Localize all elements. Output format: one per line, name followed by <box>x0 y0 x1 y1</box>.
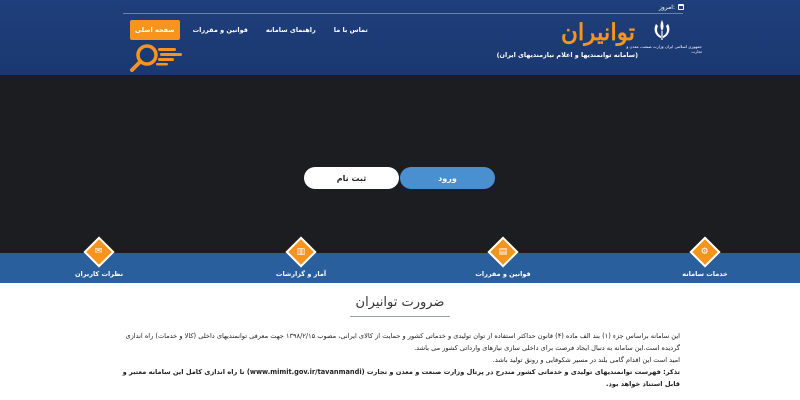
section-title: ضرورت توانیران <box>355 295 445 310</box>
search-magnifier-logo-icon <box>128 42 184 72</box>
service-label: آمار و گزارشات <box>275 270 327 278</box>
document-icon: ▤ <box>487 236 518 267</box>
services-bar <box>0 246 800 283</box>
today-date <box>659 2 684 12</box>
title-underline <box>350 316 450 317</box>
login-button[interactable]: ورود <box>400 167 495 189</box>
nav-guide[interactable]: راهنمای سامانه <box>265 26 316 34</box>
paragraph-note: تذکر: فهرست توانمندیهای تولیدی و خدماتی کشور مندرج در پرتال وزارت صنعت و معدن و تجارت (www.mimit.gov.ir/tavanmandi) تا راه اندازی کامل این سامانه معتبر و قابل استناد خواهد بود. <box>122 368 680 388</box>
service-system-services[interactable] <box>660 241 750 278</box>
government-text: جمهوری اسلامی ایران وزارت صنعت، معدن و تجارت <box>626 44 702 54</box>
site-logo-subtitle: (سامانه توانمندیها و اعلام نیازمندیهای ایران) <box>496 51 638 59</box>
site-header <box>0 0 800 75</box>
service-label: قوانین و مقررات <box>475 270 531 278</box>
service-label: خدمات سامانه <box>682 270 728 278</box>
site-logo-title[interactable]: توانیران <box>561 19 635 46</box>
nav-contact[interactable]: تماس با ما <box>333 26 368 34</box>
paragraph-intro: این سامانه براساس جزء (۱) بند الف ماده (۴) قانون حداکثر استفاده از توان تولیدی و خدماتی کشور و حمایت از کالای ایرانی، مصوب ۱۳۹۸/۲/۱۵ جهت معرفی توانمندیهای داخلی (کالا و خدمات) راه اندازی گردیده است.این سامانه به دنبال ایجاد فرصت برای داخلی سازی نیازهای وارداتی کشور می باشد. <box>125 332 680 352</box>
main-nav <box>130 20 373 40</box>
iran-emblem-icon <box>652 19 672 41</box>
header-divider <box>123 13 683 14</box>
nav-home[interactable]: صفحه اصلی <box>130 20 180 40</box>
service-statistics[interactable] <box>256 241 346 278</box>
chat-hand-icon: ✉ <box>83 236 114 267</box>
main-content <box>0 283 800 400</box>
hero-banner <box>0 75 800 253</box>
chart-icon: ▥ <box>285 236 316 267</box>
calendar-icon <box>678 4 684 10</box>
register-button[interactable]: ثبت نام <box>304 167 399 189</box>
service-label: نظرات کاربران <box>74 270 124 278</box>
paragraph-hope: امید است این اقدام گامی بلند در مسیر شکوفایی و رونق تولید باشد. <box>492 356 680 364</box>
nav-rules[interactable]: قوانین و مقررات <box>192 26 248 34</box>
today-label: امروز: <box>658 3 675 11</box>
section-body <box>120 330 680 390</box>
service-user-feedback[interactable] <box>54 241 144 278</box>
service-rules[interactable] <box>458 241 548 278</box>
gear-hand-icon: ⚙ <box>689 236 720 267</box>
